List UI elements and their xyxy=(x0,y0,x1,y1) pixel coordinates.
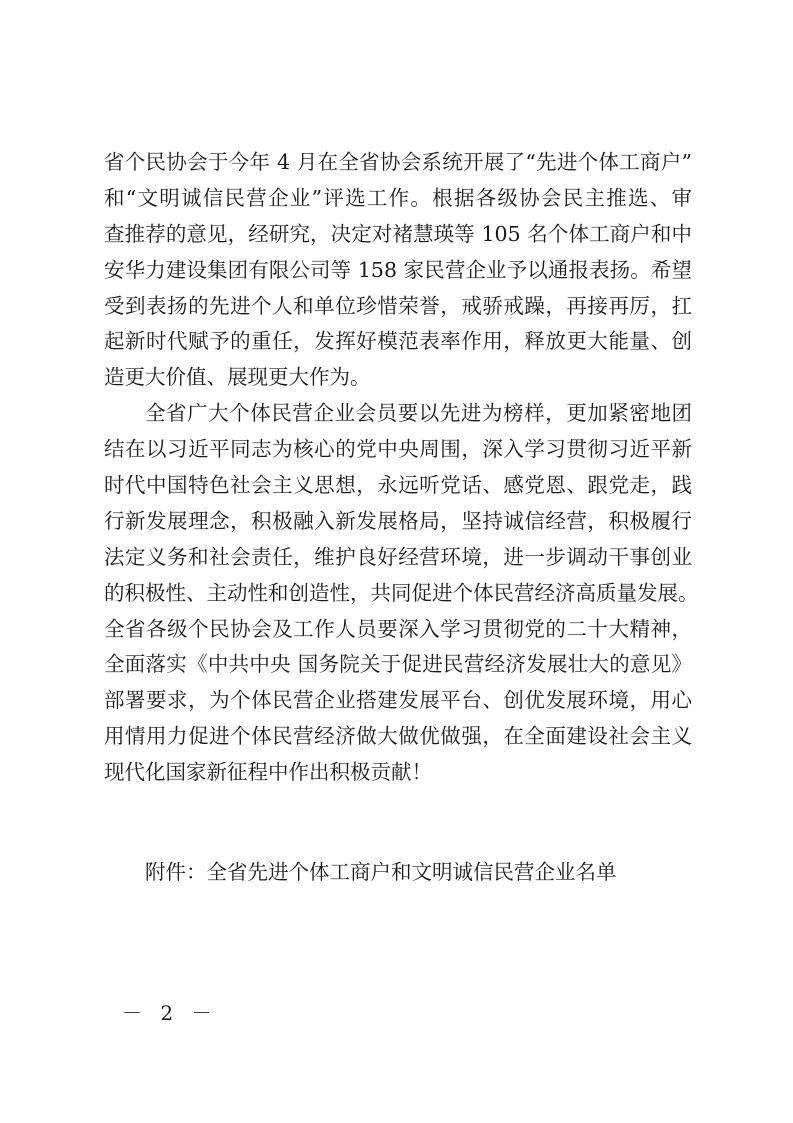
paragraph-1-line: 受到表扬的先进个人和单位珍惜荣誉，戒骄戒躁，再接再厉，扛 xyxy=(104,293,692,318)
paragraph-1-line: 省个民协会于今年 4 月在全省协会系统开展了“先进个体工商户” xyxy=(104,150,692,174)
paragraph-2-line: 部署要求，为个体民营企业搭建发展平台、创优发展环境，用心 xyxy=(104,688,692,713)
document-body xyxy=(104,145,699,791)
paragraph-2-line: 全省各级个民协会及工作人员要深入学习贯彻党的二十大精神， xyxy=(104,616,692,641)
paragraph-1-line: 起新时代赋予的重任，发挥好模范表率作用，释放更大能量、创 xyxy=(104,329,692,354)
paragraph-2-line: 全面落实《中共中央 国务院关于促进民营经济发展壮大的意见》 xyxy=(104,652,692,677)
paragraph-2-line: 行新发展理念，积极融入新发展格局，坚持诚信经营，积极履行 xyxy=(104,508,692,533)
page-number: － 2 － xyxy=(122,1001,218,1025)
paragraph-1-line: 造更大价值、展现更大作为。 xyxy=(104,365,371,390)
paragraph-1-line: 查推荐的意见，经研究，决定对褚慧瑛等 105 名个体工商户和中 xyxy=(104,221,692,246)
paragraph-1-line: 安华力建设集团有限公司等 158 家民营企业予以通报表扬。希望 xyxy=(104,257,692,282)
paragraph-2-line: 法定义务和社会责任，维护良好经营环境，进一步调动干事创业 xyxy=(104,544,692,569)
paragraph-2-line: 用情用力促进个体民营经济做大做优做强，在全面建设社会主义 xyxy=(104,724,692,749)
paragraph-2-line: 的积极性、主动性和创造性，共同促进个体民营经济高质量发展。 xyxy=(104,580,699,605)
paragraph-2-line: 全省广大个体民营企业会员要以先进为榜样，更加紧密地团 xyxy=(145,401,692,426)
attachment-note: 附件：全省先进个体工商户和文明诚信民营企业名单 xyxy=(145,860,617,884)
paragraph-2-line: 时代中国特色社会主义思想，永远听党话、感党恩、跟党走，践 xyxy=(104,473,692,498)
paragraph-2-line: 现代化国家新征程中作出积极贡献！ xyxy=(104,760,432,785)
paragraph-1-line: 和“文明诚信民营企业”评选工作。根据各级协会民主推选、审 xyxy=(104,185,692,210)
paragraph-2-line: 结在以习近平同志为核心的党中央周围，深入学习贯彻习近平新 xyxy=(104,437,692,462)
